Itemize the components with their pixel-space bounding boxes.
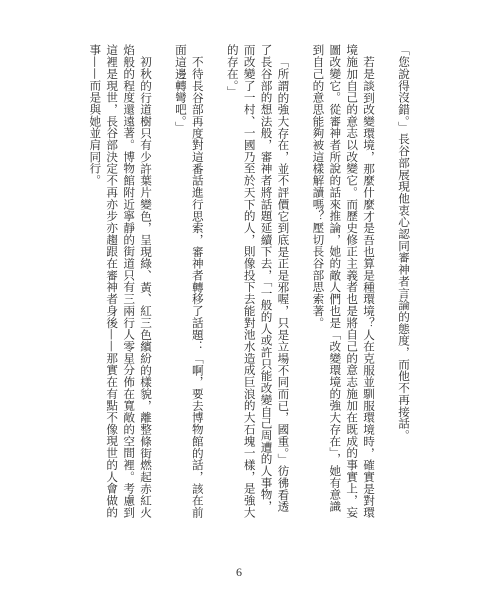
paragraph-3: 「所謂的強大存在，並不評價它到底是正是邪喔，只是立場不同而已，國重。」彷彿看透了長谷部的想法般，審神者將話題延續下去，「一般的人或許只能改變自己周遭的人事物，而改變了一村、一國乃至於天下的人，則像投下去能對池水造成巨浪的大石塊一樣，是強大的存在。」 [225,44,291,518]
paragraph-4: 不待長谷部再度對這番話進行思索，審神者轉移了話題：「啊，要去博物館的話，該在前面這邊轉彎吧。」 [173,44,205,518]
paragraph-1: 「您說得沒錯。」長谷部展現他衷心認同審神者言論的態度，而他不再接話。 [397,44,411,442]
paragraph-2: 若是談到改變環境，那麼什麼才是吾也算是種環境？人在克服並馴服環境時，確實是對環境施加自己的意志以改變它。而歷史修正主義者也是將自己的意志施加在既成的事實上，妄圖改變它。從審神者所說的話來推論，她的敵人們也是「改變環境的強大存在」，她有意識到自己的意思能夠被這樣解讀嗎？壓切長谷部思索著。 [311,44,377,518]
paragraph-5: 初秋的行道樹只有少許葉片變色，呈現綠、黃、紅三色繽紛的樣貌，離整條街燃起赤紅火焰般的程度還遠著。博物館附近寧靜的街道只有三兩行人零星分佈在寬敞的空間裡。考慮到這裡是現世，長谷部決定不再亦步亦趨跟在審神者身後——那實在有點不像現世的人會做的事——而是與她並肩同行。 [88,44,154,518]
page-number: 6 [236,565,242,579]
body-text [86,44,412,522]
